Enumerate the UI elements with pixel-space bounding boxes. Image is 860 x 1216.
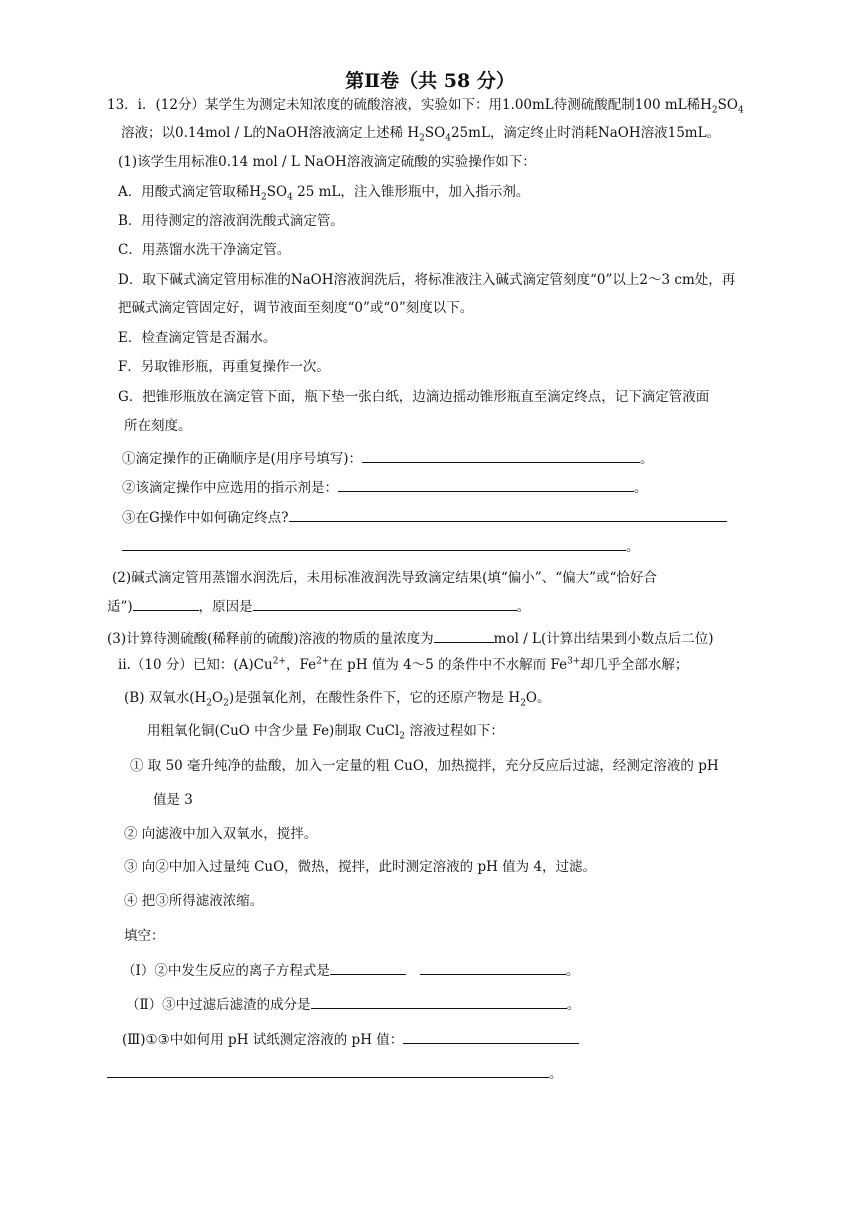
sub-question-2-line2: 适”) ，原因是 。	[107, 599, 531, 615]
answer-blank-ph-method[interactable]	[403, 1030, 579, 1044]
sub-question-3: (3)计算待测硫酸(稀释前的硫酸)溶液的物质的量浓度为 mol / L(计算出结果到小数点后二位)	[107, 631, 714, 647]
answer-blank-ph-method-2[interactable]	[107, 1064, 209, 1078]
answer-blank-order[interactable]	[362, 449, 640, 463]
part-ii-intro: ⅱ.（10 分）已知：$(A)Cu^{2+}$，$Fe^{2+}$在 pH 值为 4～5 的条件中不水解而 $Fe^{3+}$却几乎全部水解；	[118, 656, 689, 673]
step-c: C．用蒸馏水洗干净滴定管。	[118, 242, 291, 258]
fact-b: (B) 双氧水$(H_2O_2)$是强氧化剂，在酸性条件下，它的还原产物是 $H_2O$。	[124, 690, 551, 709]
answer-blank-ionic-1[interactable]	[330, 961, 406, 975]
procedure-step-2: ② 向滤液中加入双氧水，搅拌。	[124, 826, 318, 842]
answer-blank-reason[interactable]	[253, 597, 517, 611]
answer-blank-indicator[interactable]	[338, 478, 634, 492]
answer-blank-ionic-2[interactable]	[420, 961, 566, 975]
question-order: ①滴定操作的正确顺序是(用序号填写)： 。	[122, 451, 654, 467]
sub-question-2-line1: (2)碱式滴定管用蒸馏水润洗后，未用标准液润洗导致滴定结果(填“偏小”、“偏大”或“恰好合	[112, 570, 657, 586]
answer-blank-ph-method-3[interactable]	[209, 1064, 405, 1078]
answer-blank-endpoint[interactable]	[289, 508, 727, 522]
procedure-step-4: ④ 把③所得滤液浓缩。	[124, 893, 264, 909]
fill-question-3: (Ⅲ)①③中如何用 pH 试纸测定溶液的 pH 值：	[122, 1030, 579, 1049]
q13-intro-line1: 13．ⅰ．(12分）某学生为测定未知浓度的硫酸溶液，实验如下：用1.00mL待测硫酸配制100 mL稀$H_2SO_4$	[107, 97, 744, 116]
fill-in-label: 填空：	[124, 928, 165, 944]
answer-blank-residue[interactable]	[311, 995, 567, 1009]
answer-blank-ph-method-4[interactable]	[405, 1064, 549, 1078]
procedure-step-1-line1: ① 取 50 毫升纯净的盐酸，加入一定量的粗 CuO，加热搅拌，充分反应后过滤，经测定溶液的 pH	[130, 758, 719, 774]
question-endpoint: ③在G操作中如何确定终点?	[122, 508, 727, 527]
step-d-line1: D．取下碱式滴定管用标准的NaOH溶液润洗后，将标准液注入碱式滴定管刻度“0”以上2～3 cm处，再	[118, 272, 736, 288]
procedure-step-3: ③ 向②中加入过量纯 CuO，微热，搅拌，此时测定溶液的 pH 值为 4，过滤。	[124, 859, 597, 875]
preparation-intro: 用粗氧化铜(CuO 中含少量 Fe)制取 CuCl$_2$ 溶液过程如下：	[147, 723, 504, 742]
step-a: A．用酸式滴定管取稀$H_2SO_4$ 25 mL，注入锥形瓶中，加入指示剂。	[118, 184, 530, 203]
step-b: B．用待测定的溶液润洗酸式滴定管。	[118, 213, 344, 229]
step-g-line2: 所在刻度。	[124, 418, 192, 434]
answer-blank-concentration[interactable]	[434, 629, 494, 643]
procedure-step-1-line2: 值是 3	[153, 792, 193, 808]
sub-question-1: (1)该学生用标准0.14 mol / L NaOH溶液滴定硫酸的实验操作如下：	[118, 154, 536, 170]
step-d-line2: 把碱式滴定管固定好，调节液面至刻度“0”或“0”刻度以下。	[118, 300, 474, 316]
fill-question-2: （Ⅱ）③中过滤后滤渣的成分是 。	[126, 997, 581, 1013]
answer-endpoint-line2: 。	[122, 537, 640, 556]
fill-question-1: （Ⅰ）②中发生反应的离子方程式是 。	[122, 963, 580, 979]
q13-intro-line2: 溶液；以0.14mol / L的NaOH溶液滴定上述稀 $H_2SO_425mL$，滴定终止时消耗NaOH溶液15mL。	[121, 125, 721, 144]
fill-question-3-line2: 。	[107, 1064, 563, 1083]
step-e: E．检查滴定管是否漏水。	[118, 330, 277, 346]
answer-blank-result[interactable]	[133, 597, 199, 611]
step-f: F．另取锥形瓶，再重复操作一次。	[118, 359, 330, 375]
step-g-line1: G．把锥形瓶放在滴定管下面，瓶下垫一张白纸，边滴边摇动锥形瓶直至滴定终点，记下滴定管液面	[118, 389, 710, 405]
section-title: 第Ⅱ卷（共 58 分）	[345, 70, 515, 92]
answer-blank-endpoint-2[interactable]	[122, 537, 626, 551]
question-indicator: ②该滴定操作中应选用的指示剂是： 。	[122, 480, 648, 496]
